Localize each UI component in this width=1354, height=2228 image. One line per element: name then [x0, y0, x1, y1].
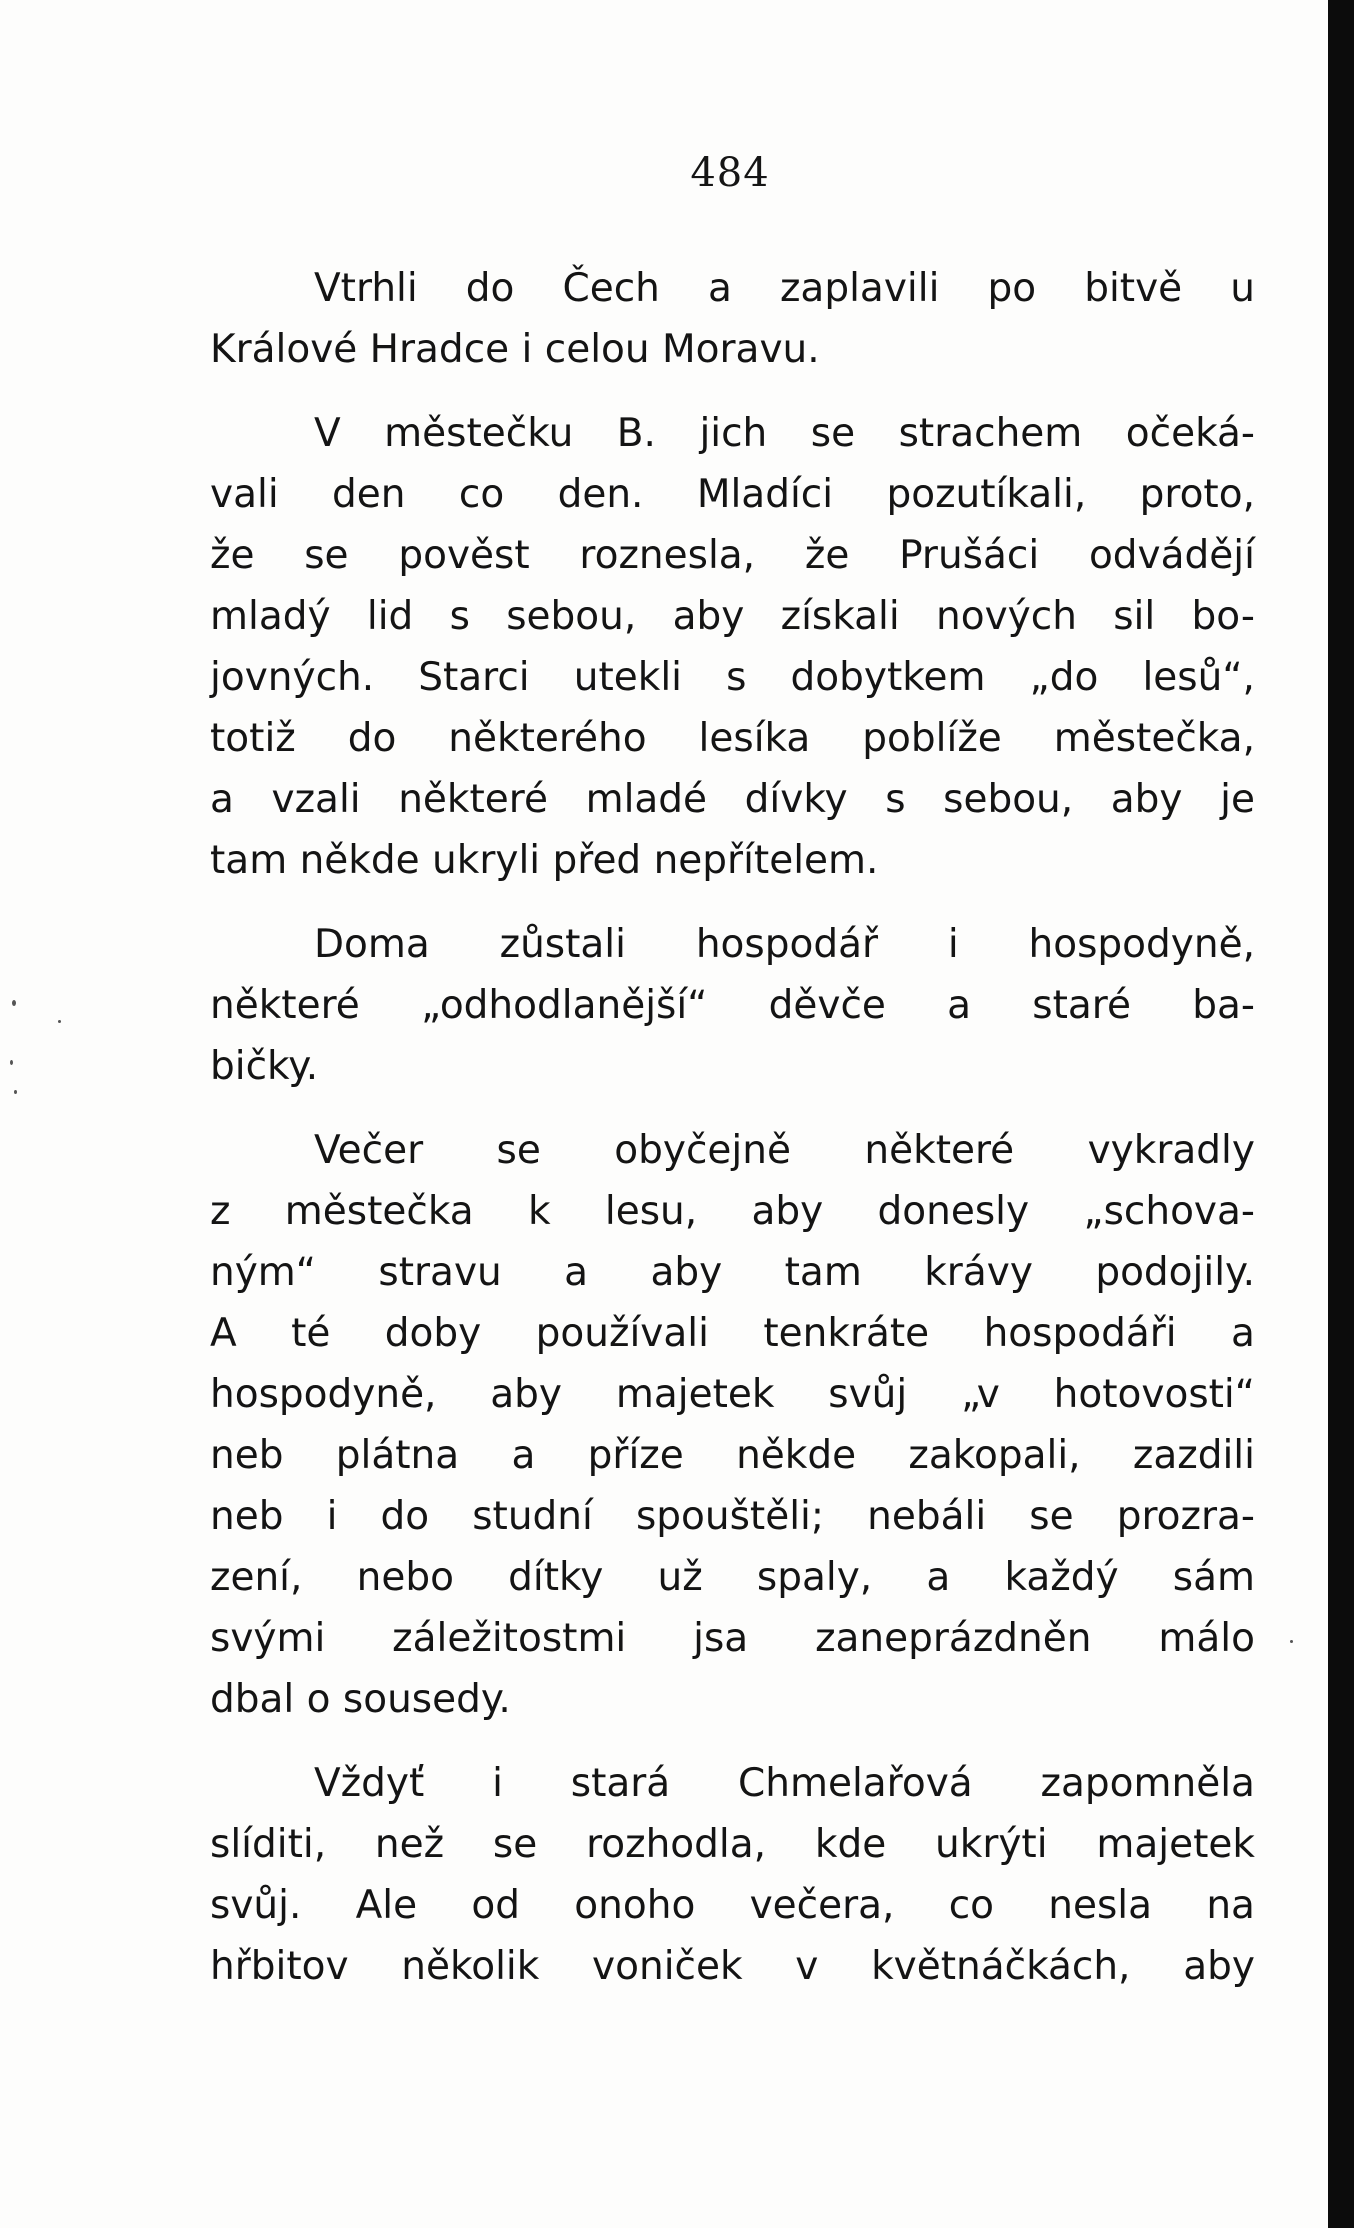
paragraph: [210, 403, 1255, 891]
text-line: vali den co den. Mladíci pozutíkali, proto,: [210, 472, 1255, 517]
scan-speck: [1290, 1640, 1293, 1643]
text-line: hřbitov několik voniček v květnáčkách, aby: [210, 1944, 1255, 1989]
text-line: tam někde ukryli před nepřítelem.: [210, 838, 879, 883]
scan-speck: [14, 1090, 17, 1094]
scan-edge-border: [1328, 0, 1354, 2228]
text-line: Večer se obyčejně některé vykradly: [314, 1128, 1255, 1173]
text-line: svůj. Ale od onoho večera, co nesla na: [210, 1883, 1255, 1928]
paragraph: [210, 258, 1255, 380]
scan-speck: [58, 1020, 61, 1023]
text-line: svými záležitostmi jsa zaneprázdněn málo: [210, 1616, 1255, 1661]
text-line: mladý lid s sebou, aby získali nových sil bo-: [210, 594, 1255, 639]
text-line: a vzali některé mladé dívky s sebou, aby je: [210, 777, 1255, 822]
text-line: Vždyť i stará Chmelařová zapomněla: [314, 1761, 1255, 1806]
text-line: Králové Hradce i celou Moravu.: [210, 327, 820, 372]
text-line: Vtrhli do Čech a zaplavili po bitvě u: [314, 266, 1255, 311]
page-number: 484: [690, 150, 770, 196]
text-line: z městečka k lesu, aby donesly „schova-: [210, 1189, 1255, 1234]
text-line: dbal o sousedy.: [210, 1677, 511, 1722]
text-line: A té doby používali tenkráte hospodáři a: [210, 1311, 1255, 1356]
paragraph: [210, 914, 1255, 1097]
scan-speck: [10, 1060, 13, 1065]
text-line: V městečku B. jich se strachem očeká-: [314, 411, 1255, 456]
text-line: slíditi, než se rozhodla, kde ukrýti majetek: [210, 1822, 1255, 1867]
text-line: zení, nebo dítky už spaly, a každý sám: [210, 1555, 1255, 1600]
text-line: neb plátna a příze někde zakopali, zazdili: [210, 1433, 1255, 1478]
text-line: že se pověst roznesla, že Prušáci odvádějí: [210, 533, 1255, 578]
text-line: bičky.: [210, 1044, 319, 1089]
text-line: ným“ stravu a aby tam krávy podojily.: [210, 1250, 1255, 1295]
text-line: některé „odhodlanější“ děvče a staré ba-: [210, 983, 1255, 1028]
scan-speck: [12, 1000, 16, 1006]
paragraph: [210, 1753, 1255, 1997]
text-line: neb i do studní spouštěli; nebáli se prozra-: [210, 1494, 1255, 1539]
text-line: jovných. Starci utekli s dobytkem „do lesů“,: [210, 655, 1255, 700]
paragraph: [210, 1120, 1255, 1730]
text-line: hospodyně, aby majetek svůj „v hotovosti“: [210, 1372, 1255, 1417]
body-text: [210, 258, 1255, 2020]
text-line: totiž do některého lesíka poblíže městečka,: [210, 716, 1255, 761]
text-line: Doma zůstali hospodář i hospodyně,: [314, 922, 1255, 967]
